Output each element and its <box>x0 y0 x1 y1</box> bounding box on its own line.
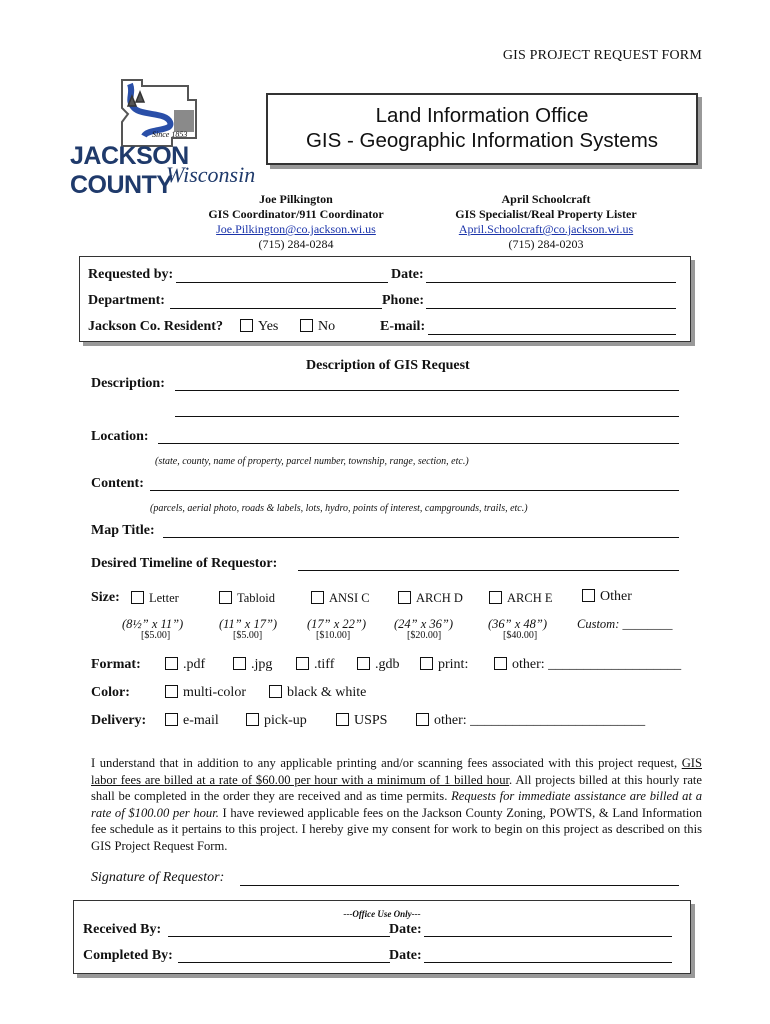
color-multi-label: multi-color <box>183 685 246 700</box>
delivery-option-email[interactable] <box>165 713 219 729</box>
contact-name: April Schoolcraft <box>501 192 591 206</box>
date-field[interactable] <box>426 282 676 283</box>
format-label: Format: <box>91 657 141 672</box>
color-multi-checkbox[interactable] <box>165 685 178 698</box>
logo-county-name: JACKSON COUNTY <box>70 142 189 199</box>
size-ansi-c-label: ANSI C <box>329 591 370 605</box>
size-option-ansi-c[interactable] <box>311 591 370 606</box>
format-gdb-checkbox[interactable] <box>357 657 370 670</box>
format-gdb-label: .gdb <box>375 657 400 672</box>
phone-field[interactable] <box>426 308 676 309</box>
location-hint: (state, county, name of property, parcel number, township, range, section, etc.) <box>155 456 469 467</box>
format-jpg-label: .jpg <box>251 657 273 672</box>
delivery-usps-label: USPS <box>354 713 388 728</box>
delivery-option-usps[interactable] <box>336 713 387 729</box>
size-option-arch-d[interactable] <box>398 591 463 606</box>
resident-yes-label: Yes <box>258 319 279 334</box>
contact-name: Joe Pilkington <box>259 192 333 206</box>
delivery-option-pickup[interactable] <box>246 713 307 729</box>
size-option-other[interactable] <box>582 589 632 605</box>
size-arch-e-dims: (36” x 48”) <box>488 617 548 631</box>
map-title-field[interactable] <box>163 537 679 538</box>
consent-labor-fee: GIS labor fees are billed at a rate of $60.00 per hour with a minimum of 1 billed hour <box>91 756 702 787</box>
signature-field[interactable] <box>240 885 679 886</box>
format-option-pdf[interactable] <box>165 657 205 673</box>
timeline-field[interactable] <box>298 570 679 571</box>
format-other-label: other: ___________________ <box>512 657 682 672</box>
delivery-usps-checkbox[interactable] <box>336 713 349 726</box>
office-name: Land Information Office <box>375 104 589 127</box>
consent-text-2: . All projects billed at this hourly rate shall be completed in the order they are received and as time permits. <box>91 772 702 804</box>
format-tiff-label: .tiff <box>314 657 335 672</box>
color-label: Color: <box>91 685 130 700</box>
size-ansi-c-dims: (17” x 22”) <box>307 617 367 631</box>
size-label: Size: <box>91 590 120 605</box>
size-option-tabloid[interactable] <box>219 591 275 606</box>
signature-label: Signature of Requestor: <box>91 870 225 885</box>
format-option-tiff[interactable] <box>296 657 334 673</box>
content-label: Content: <box>91 476 144 491</box>
format-jpg-checkbox[interactable] <box>233 657 246 670</box>
delivery-label: Delivery: <box>91 713 147 728</box>
description-label: Description: <box>91 376 165 391</box>
size-option-arch-e[interactable] <box>489 591 553 606</box>
received-date-label: Date: <box>389 922 422 937</box>
delivery-email-checkbox[interactable] <box>165 713 178 726</box>
logo-since: Since 1853 <box>152 130 188 139</box>
format-print-label: print: <box>438 657 469 672</box>
office-use-box <box>73 900 691 974</box>
contact-phone: (715) 284-0284 <box>258 237 334 251</box>
content-field[interactable] <box>150 490 679 491</box>
size-tabloid-price: [$5.00] <box>233 630 263 641</box>
timeline-label: Desired Timeline of Requestor: <box>91 556 278 571</box>
requested-by-label: Requested by: <box>88 267 174 282</box>
size-arch-d-label: ARCH D <box>416 591 463 605</box>
size-ansi-c-checkbox[interactable] <box>311 591 324 604</box>
received-date-field[interactable] <box>424 936 672 937</box>
department-field[interactable] <box>170 308 382 309</box>
size-arch-d-price: [$20.00] <box>407 630 442 641</box>
content-hint: (parcels, aerial photo, roads & labels, lots, hydro, points of interest, campgrounds, trails, etc.) <box>150 503 528 514</box>
color-option-bw[interactable] <box>269 685 366 701</box>
resident-label: Jackson Co. Resident? <box>88 319 223 334</box>
size-arch-e-label: ARCH E <box>507 591 553 605</box>
format-option-other[interactable] <box>494 657 681 673</box>
consent-text-3: I have reviewed applicable fees on the Jackson County Zoning, POWTS, & Land Information fee schedule as it pertains to this project. I hereby give my consent for work to begin on this project as described on this GIS Project Request Form. <box>91 805 702 853</box>
contact-title: GIS Coordinator/911 Coordinator <box>208 207 384 221</box>
location-label: Location: <box>91 429 149 444</box>
size-option-letter[interactable] <box>131 591 179 606</box>
logo-state-name: Wisconsin <box>166 162 256 187</box>
consent-paragraph <box>91 755 702 855</box>
email-label: E-mail: <box>380 319 426 334</box>
resident-no-checkbox[interactable] <box>300 319 313 332</box>
size-tabloid-checkbox[interactable] <box>219 591 232 604</box>
size-custom-dims[interactable]: Custom: ________ <box>577 617 673 631</box>
delivery-pickup-checkbox[interactable] <box>246 713 259 726</box>
size-tabloid-dims: (11” x 17”) <box>219 617 278 631</box>
contact-email-link[interactable]: Joe.Pilkington@co.jackson.wi.us <box>216 222 376 236</box>
color-bw-checkbox[interactable] <box>269 685 282 698</box>
delivery-other-checkbox[interactable] <box>416 713 429 726</box>
format-tiff-checkbox[interactable] <box>296 657 309 670</box>
resident-no-option[interactable] <box>300 319 335 335</box>
consent-immediate-fee: Requests for immediate assistance are billed at a rate of $100.00 per hour. <box>91 789 702 820</box>
office-department: GIS - Geographic Information Systems <box>305 129 659 152</box>
delivery-other-label: other: _________________________ <box>434 713 646 728</box>
date-label: Date: <box>391 267 424 282</box>
format-pdf-label: .pdf <box>183 657 206 672</box>
contact-email-link[interactable]: April.Schoolcraft@co.jackson.wi.us <box>458 222 634 236</box>
department-label: Department: <box>88 293 165 308</box>
phone-label: Phone: <box>382 293 424 308</box>
description-field-line-1[interactable] <box>175 390 679 391</box>
received-by-field[interactable] <box>168 936 390 937</box>
format-other-checkbox[interactable] <box>494 657 507 670</box>
contact-phone: (715) 284-0203 <box>508 237 584 251</box>
size-tabloid-label: Tabloid <box>237 591 276 605</box>
size-letter-dims: (8½” x 11”) <box>122 617 184 631</box>
size-arch-e-price: [$40.00] <box>503 630 538 641</box>
jackson-county-logo <box>70 78 256 199</box>
completed-date-label: Date: <box>389 948 422 963</box>
size-letter-price: [$5.00] <box>141 630 171 641</box>
size-other-checkbox[interactable] <box>582 589 595 602</box>
location-field[interactable] <box>158 443 679 444</box>
size-arch-e-checkbox[interactable] <box>489 591 502 604</box>
format-pdf-checkbox[interactable] <box>165 657 178 670</box>
delivery-email-label: e-mail <box>183 713 219 728</box>
consent-text-1: I understand that in addition to any applicable printing and/or scanning fees associated with this project request, <box>91 756 682 770</box>
color-bw-label: black & white <box>287 685 367 700</box>
completed-by-field[interactable] <box>178 962 390 963</box>
office-title-box <box>266 93 698 165</box>
form-title: GIS PROJECT REQUEST FORM <box>502 48 702 63</box>
email-field[interactable] <box>428 334 676 335</box>
resident-yes-checkbox[interactable] <box>240 319 253 332</box>
format-option-jpg[interactable] <box>233 657 272 673</box>
contact-title: GIS Specialist/Real Property Lister <box>455 207 637 221</box>
contact-pilkington <box>196 192 396 252</box>
delivery-option-other[interactable] <box>416 713 645 729</box>
format-print-checkbox[interactable] <box>420 657 433 670</box>
description-field-line-2[interactable] <box>175 416 679 417</box>
map-title-label: Map Title: <box>91 523 155 538</box>
color-option-multi[interactable] <box>165 685 246 701</box>
completed-by-label: Completed By: <box>83 948 173 963</box>
size-ansi-c-price: [$10.00] <box>316 630 351 641</box>
contact-schoolcraft <box>436 192 656 252</box>
size-other-label: Other <box>600 589 632 604</box>
resident-yes-option[interactable] <box>240 319 278 335</box>
size-arch-d-dims: (24” x 36”) <box>394 617 454 631</box>
format-option-gdb[interactable] <box>357 657 400 673</box>
size-letter-checkbox[interactable] <box>131 591 144 604</box>
requested-by-field[interactable] <box>176 282 388 283</box>
delivery-pickup-label: pick-up <box>264 713 307 728</box>
format-option-print[interactable] <box>420 657 468 673</box>
received-by-label: Received By: <box>83 922 162 937</box>
requestor-box <box>79 256 691 342</box>
resident-no-label: No <box>318 319 336 334</box>
size-letter-label: Letter <box>149 591 179 605</box>
completed-date-field[interactable] <box>424 962 672 963</box>
office-use-heading: ---Office Use Only--- <box>343 909 421 919</box>
size-arch-d-checkbox[interactable] <box>398 591 411 604</box>
description-heading: Description of GIS Request <box>306 358 470 373</box>
